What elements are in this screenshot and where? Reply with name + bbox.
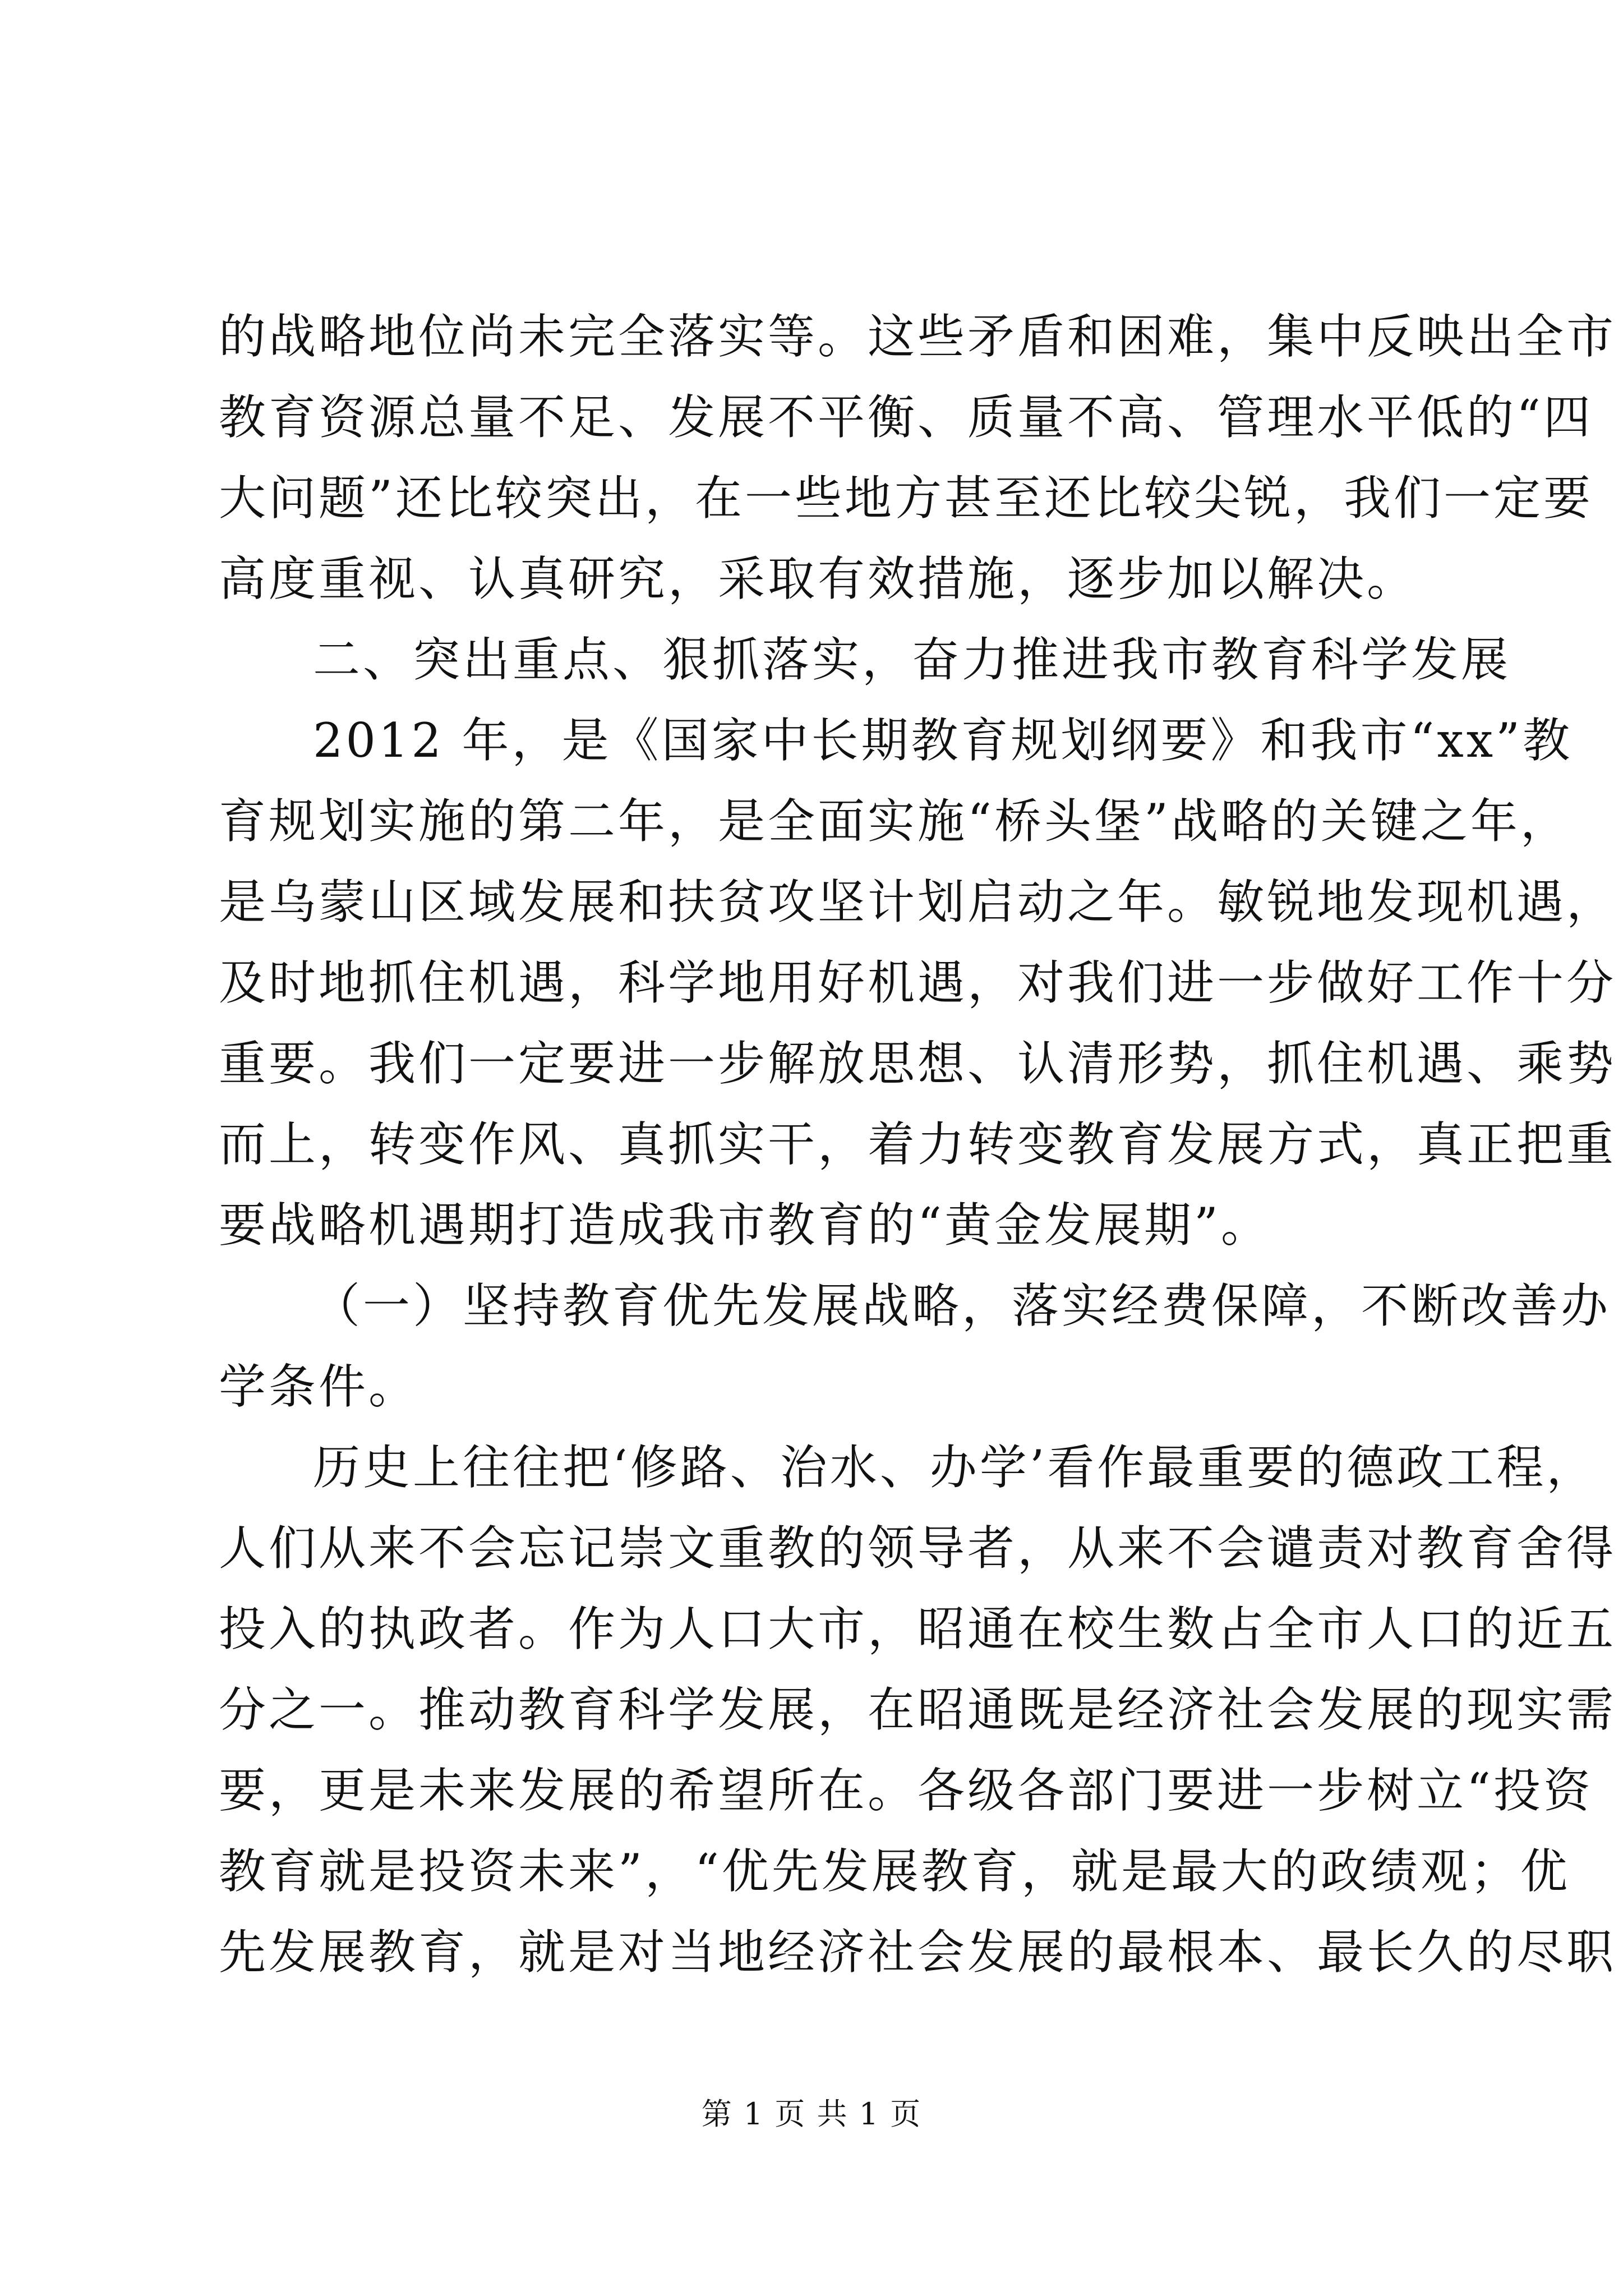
text-line: 要，更是未来发展的希望所在。各级各部门要进一步树立“投资 xyxy=(219,1763,1593,1818)
text-line: 教育就是投资未来”，“优先发展教育，就是最大的政绩观；优 xyxy=(219,1844,1570,1899)
text-line: 分之一。推动教育科学发展，在昭通既是经济社会发展的现实需 xyxy=(219,1682,1617,1737)
text-line: 高度重视、认真研究，采取有效措施，逐步加以解决。 xyxy=(219,551,1417,606)
text-line: 要战略机遇期打造成我市教育的“黄金发展期”。 xyxy=(219,1198,1271,1253)
text-line: 先发展教育，就是对当地经济社会发展的最根本、最长久的尽职 xyxy=(219,1925,1617,1980)
document-body xyxy=(219,296,1617,1993)
subsection-heading: （一）坚持教育优先发展战略，落实经费保障，不断改善办 xyxy=(313,1278,1611,1333)
text-line: 是乌蒙山区域发展和扶贫攻坚计划启动之年。敏锐地发现机遇， xyxy=(219,875,1617,930)
text-line: 及时地抓住机遇，科学地用好机遇，对我们进一步做好工作十分 xyxy=(219,955,1617,1010)
section-heading: 二、突出重点、狠抓落实，奋力推进我市教育科学发展 xyxy=(313,632,1511,687)
text-line: 而上，转变作风、真抓实干，着力转变教育发展方式，真正把重 xyxy=(219,1117,1617,1172)
text-line: 2012 年，是《国家中长期教育规划纲要》和我市“xx”教 xyxy=(313,713,1573,768)
text-line: 大问题”还比较突出，在一些地方甚至还比较尖锐，我们一定要 xyxy=(219,471,1593,526)
text-line: 重要。我们一定要进一步解放思想、认清形势，抓住机遇、乘势 xyxy=(219,1036,1617,1091)
text-line: 的战略地位尚未完全落实等。这些矛盾和困难，集中反映出全市 xyxy=(219,309,1617,364)
text-line: 教育资源总量不足、发展不平衡、质量不高、管理水平低的“四 xyxy=(219,390,1593,445)
text-line: 人们从来不会忘记崇文重教的领导者，从来不会谴责对教育舍得 xyxy=(219,1521,1617,1576)
page-footer: 第 1 页 共 1 页 xyxy=(701,2096,922,2132)
text-line: 历史上往往把‘修路、治水、办学’看作最重要的德政工程， xyxy=(313,1440,1597,1495)
text-line: 学条件。 xyxy=(219,1359,419,1414)
text-line: 投入的执政者。作为人口大市，昭通在校生数占全市人口的近五 xyxy=(219,1602,1617,1657)
text-line: 育规划实施的第二年，是全面实施“桥头堡”战略的关键之年， xyxy=(219,794,1570,849)
